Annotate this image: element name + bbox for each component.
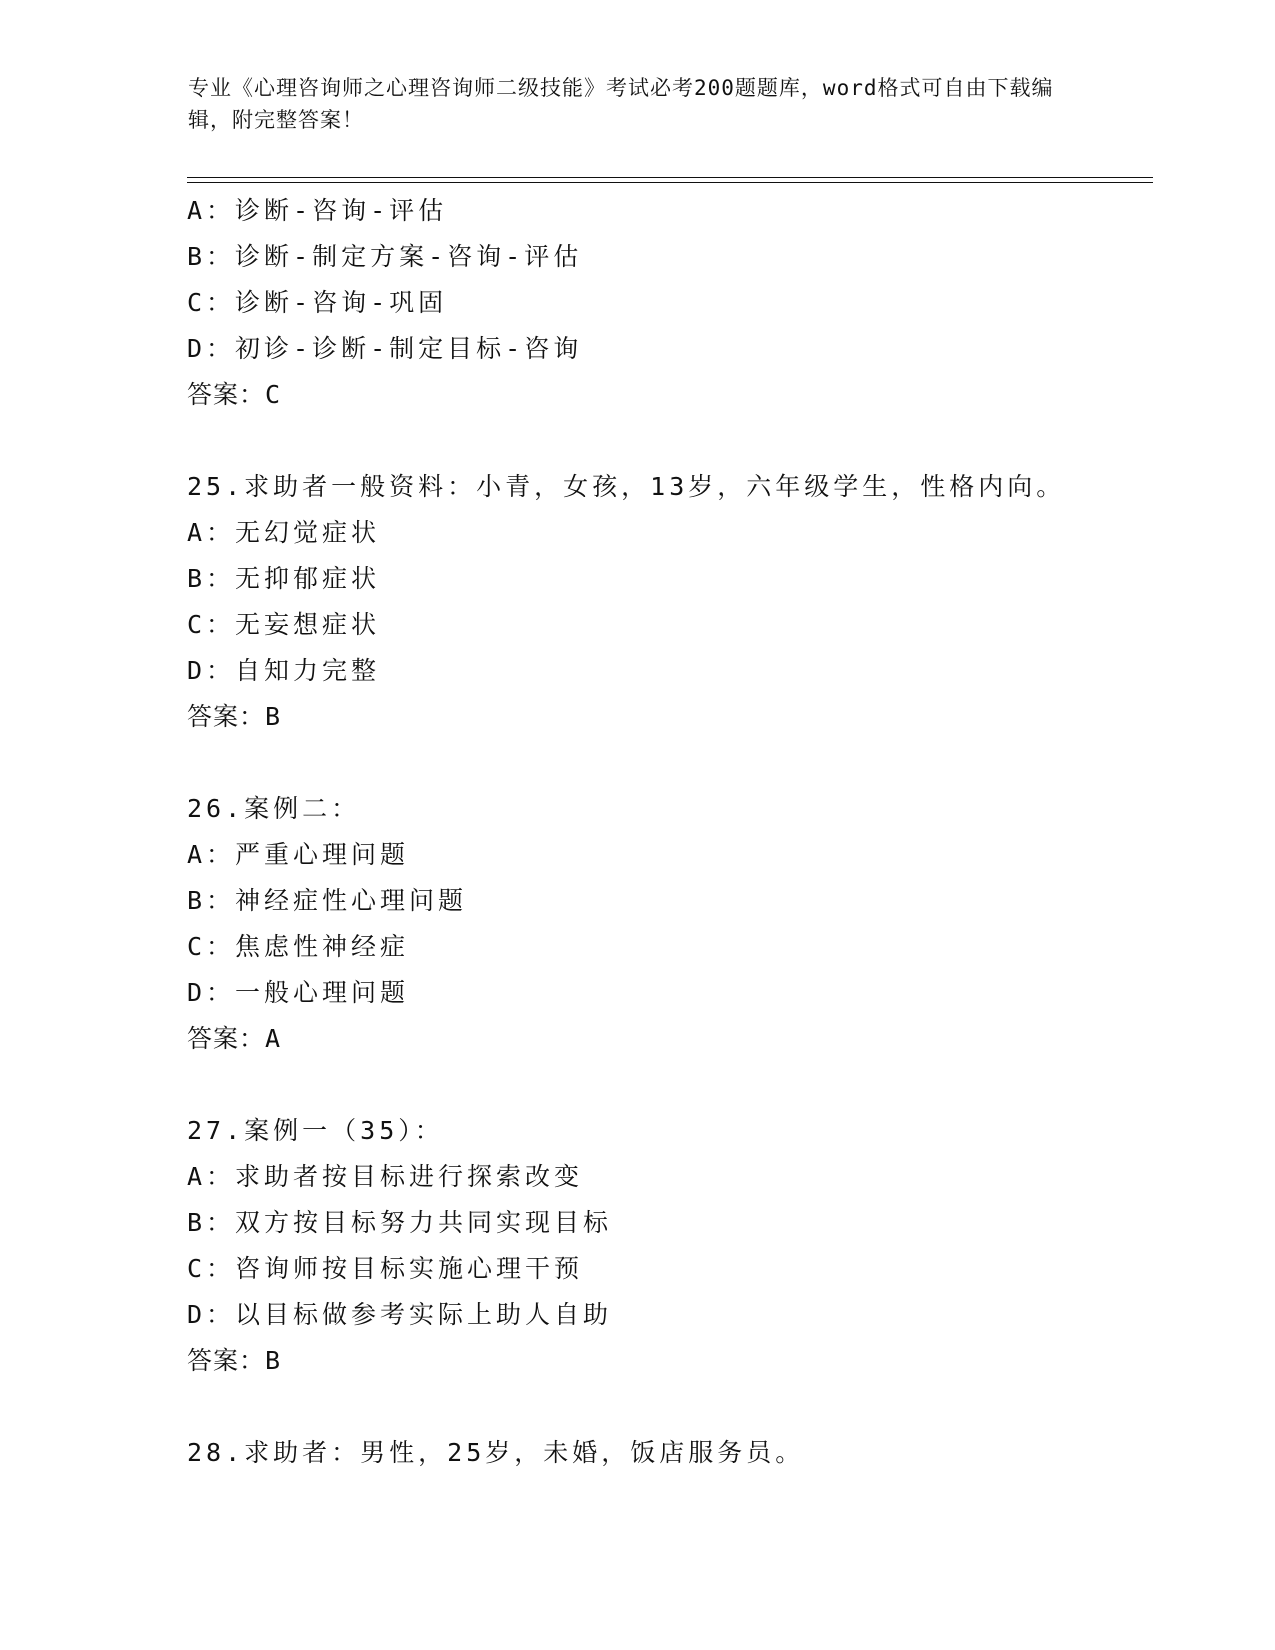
question-stem: 26.案例二： <box>187 794 361 823</box>
option-d: D：以目标做参考实际上助人自助 <box>187 1300 613 1329</box>
answer-line: 答案：A <box>187 1024 282 1053</box>
question-block <box>187 464 1147 740</box>
option-a: A：求助者按目标进行探索改变 <box>187 1162 584 1191</box>
question-block <box>187 188 1147 418</box>
answer-line: 答案：B <box>187 702 282 731</box>
option-c: C：焦虑性神经症 <box>187 932 410 961</box>
option-a: A：无幻觉症状 <box>187 518 381 547</box>
option-b: B：双方按目标努力共同实现目标 <box>187 1208 613 1237</box>
option-d: D：初诊-诊断-制定目标-咨询 <box>187 334 583 363</box>
header-divider-top <box>187 177 1153 178</box>
option-a: A：严重心理问题 <box>187 840 410 869</box>
answer-line: 答案：B <box>187 1346 282 1375</box>
page-header: 专业《心理咨询师之心理咨询师二级技能》考试必考200题题库，word格式可自由下载编辑，附完整答案！ <box>188 76 1054 132</box>
option-b: B：诊断-制定方案-咨询-评估 <box>187 242 583 271</box>
option-d: D：自知力完整 <box>187 656 381 685</box>
option-b: B：无抑郁症状 <box>187 564 381 593</box>
option-b: B：神经症性心理问题 <box>187 886 468 915</box>
option-c: C：咨询师按目标实施心理干预 <box>187 1254 584 1283</box>
question-block <box>187 1108 1147 1384</box>
option-d: D：一般心理问题 <box>187 978 410 1007</box>
header-divider-bottom <box>187 182 1153 183</box>
question-stem: 27.案例一（35）： <box>187 1116 444 1145</box>
option-c: C：无妄想症状 <box>187 610 381 639</box>
question-stem: 28.求助者：男性，25岁，未婚，饭店服务员。 <box>187 1438 805 1467</box>
answer-line: 答案：C <box>187 380 282 409</box>
question-block <box>187 1430 1147 1476</box>
question-stem: 25.求助者一般资料：小青，女孩，13岁，六年级学生，性格内向。 <box>187 472 1066 501</box>
option-a: A：诊断-咨询-评估 <box>187 196 448 225</box>
question-block <box>187 786 1147 1062</box>
question-list <box>187 188 1147 1476</box>
option-c: C：诊断-咨询-巩固 <box>187 288 448 317</box>
